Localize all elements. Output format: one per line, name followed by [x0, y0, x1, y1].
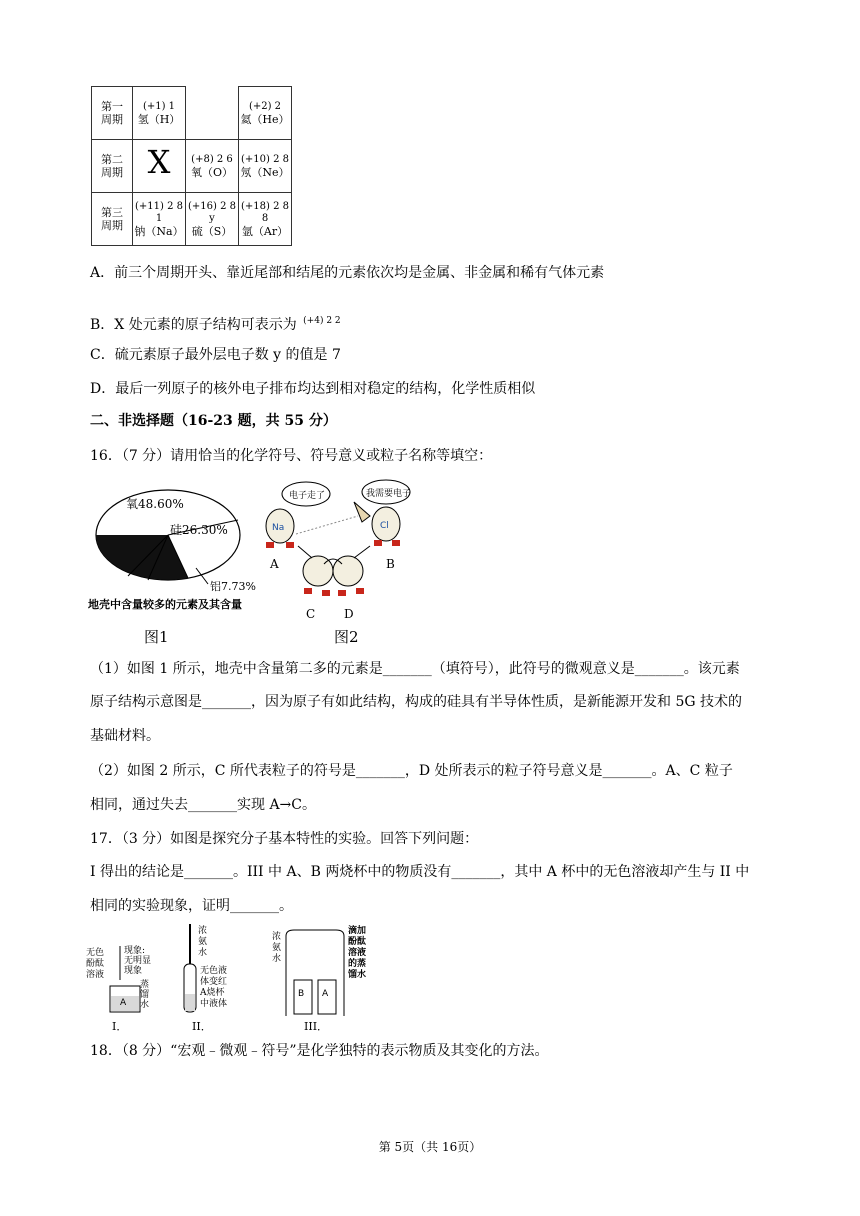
na-label: Na: [272, 523, 285, 533]
hydrogen-name: 氢（H）: [137, 112, 181, 126]
figure-2: [258, 476, 418, 650]
x-symbol: X: [147, 143, 171, 181]
q16-stem: 16．（7 分）请用恰当的化学符号、符号意义或粒子名称等填空：: [90, 448, 493, 464]
label-d: D: [344, 607, 354, 621]
exp2-top-text: 浓 氨 水: [198, 926, 208, 958]
sulfur-atom-diagram: (+16) 2 8 y: [188, 200, 236, 224]
fig2-name: 图2: [334, 628, 359, 646]
exp3-left-text: 浓 氨 水: [272, 932, 282, 964]
cell-sulfur: [186, 193, 239, 246]
option-a: A．前三个周期开头、靠近尾部和结尾的元素依次均是金属、非金属和稀有气体元素: [90, 265, 605, 281]
option-b-diagram: (+4) 2 2: [303, 316, 341, 326]
cell-neon: [239, 140, 292, 193]
sulfur-name: 硫（S）: [191, 224, 233, 238]
sodium-name: 钠（Na）: [134, 224, 184, 238]
exp3-b: B: [298, 989, 305, 999]
page-footer: 第 5页（共 16页）: [378, 1140, 482, 1154]
exp1-left-text: 无色 酚酞 溶液: [86, 948, 105, 980]
exp3-label: III．: [304, 1020, 329, 1033]
empty-cell: [186, 87, 239, 140]
crust-pie-chart: [88, 480, 256, 610]
experiment-figure: [86, 924, 376, 1036]
exp1-a: A: [120, 998, 127, 1008]
option-d: D．最后一列原子的核外电子排布均达到相对稳定的结构，化学性质相似: [90, 381, 536, 397]
q16-part1-line2: 原子结构示意图是_______，因为原子有如此结构，构成的硅具有半导体性质，是新能源开发和 5G 技术的: [90, 694, 742, 710]
oxygen-atom-diagram: (+8) 2 6: [191, 153, 233, 165]
label-a: A: [270, 557, 279, 571]
fig1-caption: 地壳中含量较多的元素及其含量: [88, 598, 242, 611]
exp1-label: I．: [112, 1020, 128, 1033]
option-b: [90, 311, 341, 335]
fig1-name: 图1: [144, 628, 169, 646]
argon-name: 氩（Ar）: [241, 224, 289, 238]
q16-part2-line1: （2）如图 2 所示，C 所代表粒子的符号是_______，D 处所表示的粒子符号意义是_______。A、C 粒子: [90, 763, 733, 779]
bubble-right-text: 我需要电子: [366, 489, 412, 499]
exp2-label: II．: [192, 1020, 212, 1033]
bubble-left-text: 电子走了: [289, 491, 326, 501]
oxygen-label: 氧48.60%: [126, 497, 184, 511]
exp3-a: A: [322, 989, 329, 999]
cell-argon: [239, 193, 292, 246]
periodic-table: [91, 86, 292, 246]
aluminum-label: 铝7.73%: [210, 580, 256, 593]
cell-oxygen: [186, 140, 239, 193]
q16-part1-line1: （1）如图 1 所示，地壳中含量第二多的元素是_______（填符号），此符号的微观意义是_______。该元素: [90, 661, 740, 677]
label-c: C: [306, 607, 316, 621]
cell-sodium: [133, 193, 186, 246]
ion-cartoon: [258, 476, 418, 626]
q16-part2-line2: 相同，通过失去_______实现 A→C。: [90, 797, 317, 813]
sodium-atom-diagram: (+11) 2 8 1: [135, 200, 183, 224]
q18-stem: 18．（8 分）“宏观﹣微观﹣符号”是化学独特的表示物质及其变化的方法。: [90, 1043, 549, 1059]
option-b-text: B．X 处元素的原子结构可表示为: [90, 317, 297, 333]
q17-line2: 相同的实验现象，证明_______。: [90, 898, 293, 914]
period-2-label: 第二 周期: [92, 140, 133, 193]
exp1-water: 蒸 馏 水: [140, 980, 150, 1010]
exp1-apparatus: [110, 944, 160, 1014]
neon-atom-diagram: (+10) 2 8: [241, 153, 289, 165]
silicon-label: 硅26.30%: [170, 523, 228, 537]
cell-hydrogen: [133, 87, 186, 140]
period-3-label: 第三 周期: [92, 193, 133, 246]
helium-name: 氦（He）: [240, 112, 290, 126]
figure-1: [88, 480, 256, 650]
exp3-right-text: 滴加 酚酞 溶液 的蒸 馏水: [348, 926, 367, 980]
option-c: C．硫元素原子最外层电子数 y 的值是 7: [90, 347, 341, 363]
cell-helium: [239, 87, 292, 140]
exp2-right-text: 无色液 体变红 A烧杯 中液体: [200, 966, 228, 1009]
section2-title: 二、非选择题（16-23 题，共 55 分）: [90, 413, 337, 429]
q16-part1-line3: 基础材料。: [90, 728, 160, 744]
helium-atom-diagram: (+2) 2: [248, 100, 282, 112]
period-1-label: 第一 周期: [92, 87, 133, 140]
q17-line1: I 得出的结论是_______。III 中 A、B 两烧杯中的物质没有_______，其中 A 杯中的无色溶液却产生与 II 中: [90, 864, 750, 880]
hydrogen-atom-diagram: (+1) 1: [142, 100, 176, 112]
label-b: B: [386, 557, 395, 571]
exp1-right-text: 现象: 无明显 现象: [124, 946, 152, 976]
oxygen-name: 氧（O）: [190, 165, 234, 179]
cl-label: Cl: [380, 521, 389, 531]
argon-atom-diagram: (+18) 2 8 8: [241, 200, 289, 224]
neon-name: 氖（Ne）: [240, 165, 290, 179]
cell-x: [133, 140, 186, 193]
q17-stem: 17．（3 分）如图是探究分子基本特性的实验。回答下列问题：: [90, 831, 479, 847]
